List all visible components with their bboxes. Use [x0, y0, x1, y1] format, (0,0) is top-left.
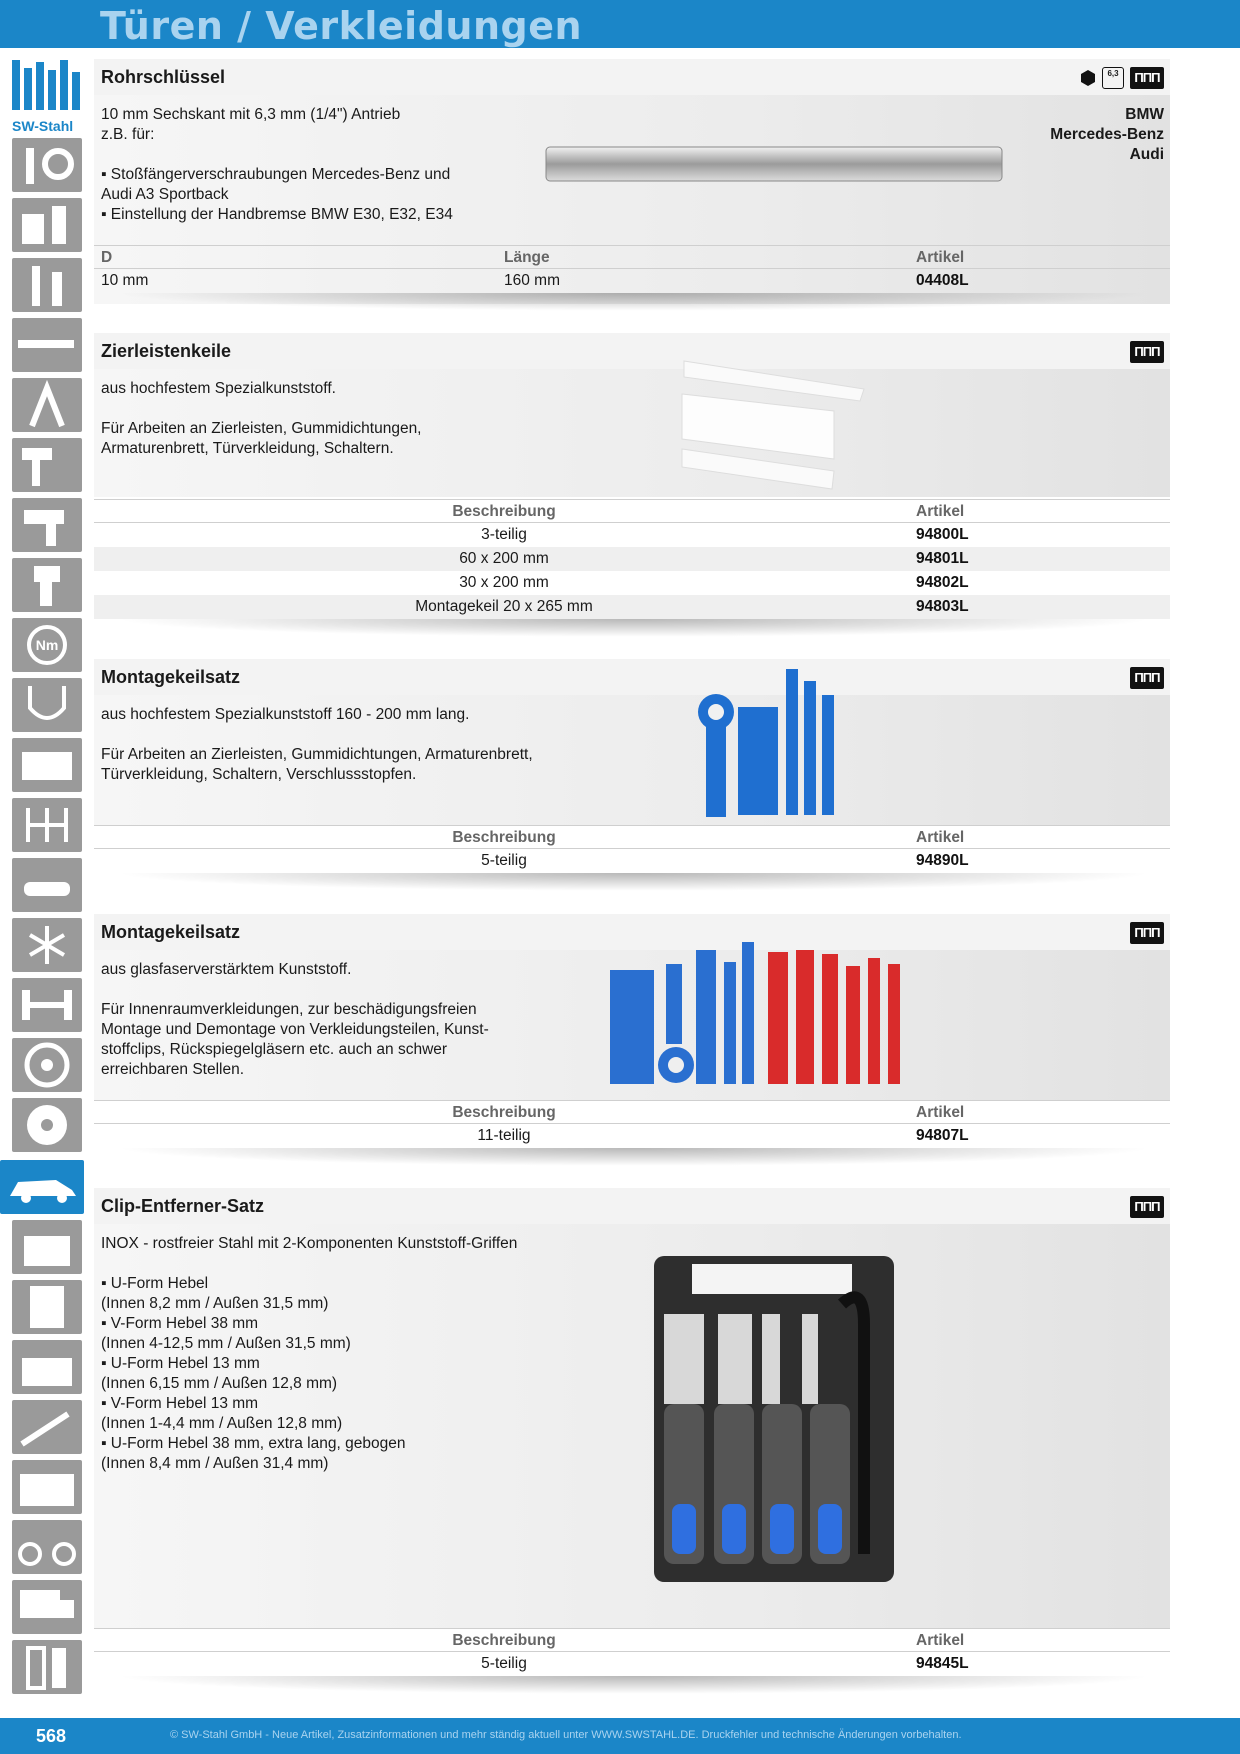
tube-wrench-image — [544, 145, 1004, 185]
header-bar — [0, 0, 1240, 48]
table-row — [94, 1652, 1170, 1676]
article-table — [94, 245, 1170, 293]
screwdriver-category-icon[interactable] — [12, 318, 82, 372]
tool-set-icon: ΠΠΠ — [1130, 667, 1164, 689]
header-cell: Artikel — [916, 249, 965, 266]
hex-drive-icon — [1080, 70, 1096, 86]
feature-icons — [1130, 1196, 1164, 1218]
table-row — [94, 547, 1170, 571]
svg-text:Nm: Nm — [35, 637, 59, 653]
table-row — [94, 849, 1170, 873]
tool-set-icon: ΠΠΠ — [1130, 1196, 1164, 1218]
table-cell: 3-teilig — [481, 526, 527, 543]
bullet-list: ▪ U-Form Hebel (Innen 8,2 mm / Außen 31,5 mm) ▪ V-Form Hebel 38 mm (Innen 4-12,5 mm / Außen 31,5 mm) ▪ U-Form Hebel 13 mm (Innen 6,15 mm / Außen 12,8 mm) ▪ V-Form Hebel 13 mm (Innen 1-4,4 mm / Außen 12,8 mm) ▪ U-Form Hebel 38 mm, extra lang, gebogen (Innen 8,4 mm / Außen 31,4 mm) — [101, 1275, 406, 1472]
table-row — [94, 595, 1170, 619]
table-cell: 160 mm — [504, 272, 560, 289]
header-cell: Artikel — [916, 1632, 965, 1649]
brand-list — [1050, 105, 1164, 165]
section-header — [94, 59, 1170, 95]
description-text: 10 mm Sechskant mit 6,3 mm (1/4") Antrieb z.B. für: — [101, 106, 401, 143]
header-cell: Beschreibung — [452, 1632, 556, 1649]
clip-remover-set-image — [652, 1254, 896, 1584]
table-cell: 30 x 200 mm — [459, 574, 549, 591]
article-table — [94, 825, 1170, 873]
copyright-text: © SW-Stahl GmbH - Neue Artikel, Zusatzinformationen und mehr ständig aktuell unter WWW.SWSTAHL.DE. Druckfehler und technische Änderungen vorbehalten. — [170, 1729, 962, 1741]
header-cell: D — [101, 249, 113, 266]
header-cell: Beschreibung — [452, 503, 556, 520]
table-cell: 60 x 200 mm — [459, 550, 549, 567]
table-cell: 10 mm — [101, 272, 149, 289]
section-body — [94, 950, 1170, 1100]
article-number: 94807L — [916, 1127, 969, 1144]
tool-set-icon: ΠΠΠ — [1130, 922, 1164, 944]
table-cell: 11-teilig — [477, 1127, 531, 1144]
feature-icons — [1130, 341, 1164, 363]
article-number: 94801L — [916, 550, 969, 567]
brand-name: Mercedes-Benz — [1050, 126, 1164, 143]
feature-icons — [1130, 922, 1164, 944]
toolbox-category-icon[interactable] — [12, 1340, 82, 1394]
square-drive-icon: 6,3 — [1102, 67, 1124, 89]
category-sidebar — [0, 58, 84, 1698]
table-row — [94, 1124, 1170, 1148]
article-table — [94, 499, 1170, 619]
engine-category-icon[interactable] — [12, 738, 82, 792]
feature-icons — [1080, 67, 1164, 89]
brand-name: Audi — [1129, 146, 1164, 163]
section-header — [94, 1188, 1170, 1224]
brake-category-icon[interactable] — [12, 1098, 82, 1152]
table-row — [94, 571, 1170, 595]
header-cell: Artikel — [916, 503, 965, 520]
table-header — [94, 1628, 1170, 1652]
header-cell: Artikel — [916, 1104, 965, 1121]
wrench-category-icon[interactable] — [12, 138, 82, 192]
section-body — [94, 1224, 1170, 1628]
socket-category-icon[interactable] — [12, 198, 82, 252]
table-cell: Montagekeil 20 x 265 mm — [415, 598, 593, 615]
aircon-category-icon[interactable] — [12, 918, 82, 972]
table-header — [94, 1100, 1170, 1124]
workshop-trolley-category-icon[interactable] — [12, 1280, 82, 1334]
header-cell: Beschreibung — [452, 829, 556, 846]
article-number: 04408L — [916, 272, 969, 289]
footer-bar — [0, 1718, 1240, 1754]
tool-set-icon: ΠΠΠ — [1130, 341, 1164, 363]
brand-name: BMW — [1125, 106, 1164, 123]
article-number: 94890L — [916, 852, 969, 869]
article-number: 94803L — [916, 598, 969, 615]
pliers-category-icon[interactable] — [12, 378, 82, 432]
hammer-category-icon[interactable] — [12, 438, 82, 492]
bits-category-icon[interactable] — [12, 258, 82, 312]
header-cell: Artikel — [916, 829, 965, 846]
section-header — [94, 333, 1170, 369]
workshop-category-icon[interactable] — [12, 1460, 82, 1514]
gearbox-category-icon[interactable] — [12, 798, 82, 852]
section-shadow — [114, 1148, 1154, 1166]
section-shadow — [114, 1676, 1154, 1694]
article-table — [94, 1628, 1170, 1676]
truck-category-icon[interactable] — [12, 1580, 82, 1634]
article-number: 94800L — [916, 526, 969, 543]
wedge-set-image — [606, 940, 936, 1100]
section-title: Rohrschlüssel — [101, 67, 226, 87]
section-shadow — [114, 293, 1154, 311]
section-title: Zierleistenkeile — [101, 341, 232, 361]
table-cell: 5-teilig — [481, 1655, 527, 1672]
description-text: INOX - rostfreier Stahl mit 2-Komponenten Kunststoff-Griffen — [101, 1235, 518, 1252]
exhaust-category-icon[interactable] — [12, 858, 82, 912]
torque-category-icon[interactable] — [12, 618, 82, 672]
cordless-drill-category-icon[interactable] — [12, 558, 82, 612]
table-cell: 5-teilig — [481, 852, 527, 869]
trim-wedge-image — [674, 349, 874, 494]
page-number: 568 — [36, 1726, 67, 1746]
air-tool-category-icon[interactable] — [12, 498, 82, 552]
bullet-list: ▪ Stoßfängerverschraubungen Mercedes-Benz und Audi A3 Sportback ▪ Einstellung der Handbremse BMW E30, E32, E34 — [101, 166, 453, 223]
feature-icons — [1130, 667, 1164, 689]
jack-category-icon[interactable] — [12, 1400, 82, 1454]
axle-category-icon[interactable] — [12, 978, 82, 1032]
page-title: Türen / Verkleidungen — [100, 4, 583, 48]
header-cell: Beschreibung — [452, 1104, 556, 1121]
wedge-set-image — [694, 667, 854, 819]
table-header — [94, 499, 1170, 523]
article-number: 94845L — [916, 1655, 969, 1672]
table-row — [94, 269, 1170, 293]
section-body — [94, 369, 1170, 497]
article-number: 94802L — [916, 574, 969, 591]
header-cell: Länge — [504, 249, 550, 266]
battery-category-icon[interactable] — [12, 1220, 82, 1274]
section-header — [94, 659, 1170, 695]
section-shadow — [114, 619, 1154, 637]
article-table — [94, 1100, 1170, 1148]
description-text: aus hochfestem Spezialkunststoff. Für Arbeiten an Zierleisten, Gummidichtungen, Armaturenbrett, Türverkleidung, Schaltern. — [101, 380, 422, 457]
section-body — [94, 695, 1170, 825]
table-header — [94, 825, 1170, 849]
diagnostic-category-icon[interactable] — [12, 678, 82, 732]
description-text: aus hochfestem Spezialkunststoff 160 - 200 mm lang. Für Arbeiten an Zierleisten, Gummidichtungen, Armaturenbrett, Türverkleidung, Schaltern, Verschlussstopfen. — [101, 706, 533, 783]
table-header — [94, 245, 1170, 269]
motorcycle-category-icon[interactable] — [12, 1520, 82, 1574]
description-text: aus glasfaserverstärktem Kunststoff. Für Innenraumverkleidungen, zur beschädigungsfreien Montage und Demontage von Verkleidungsteilen, Kunst- stoffclips, Rückspiegelgläsern etc. auch an schwer erreichbaren Stellen. — [101, 961, 489, 1078]
wheel-category-icon[interactable] — [12, 1038, 82, 1092]
section-title: Montagekeilsatz — [101, 922, 241, 942]
section-title: Montagekeilsatz — [101, 667, 241, 687]
tool-set-icon: ΠΠΠ — [1130, 67, 1164, 89]
special-tools-category-icon[interactable] — [12, 1640, 82, 1694]
section-shadow — [114, 873, 1154, 891]
section-title: Clip-Entferner-Satz — [101, 1196, 265, 1216]
car-body-category-icon[interactable] — [0, 1160, 84, 1214]
logo-text: SW-Stahl — [12, 118, 74, 134]
table-row — [94, 523, 1170, 547]
